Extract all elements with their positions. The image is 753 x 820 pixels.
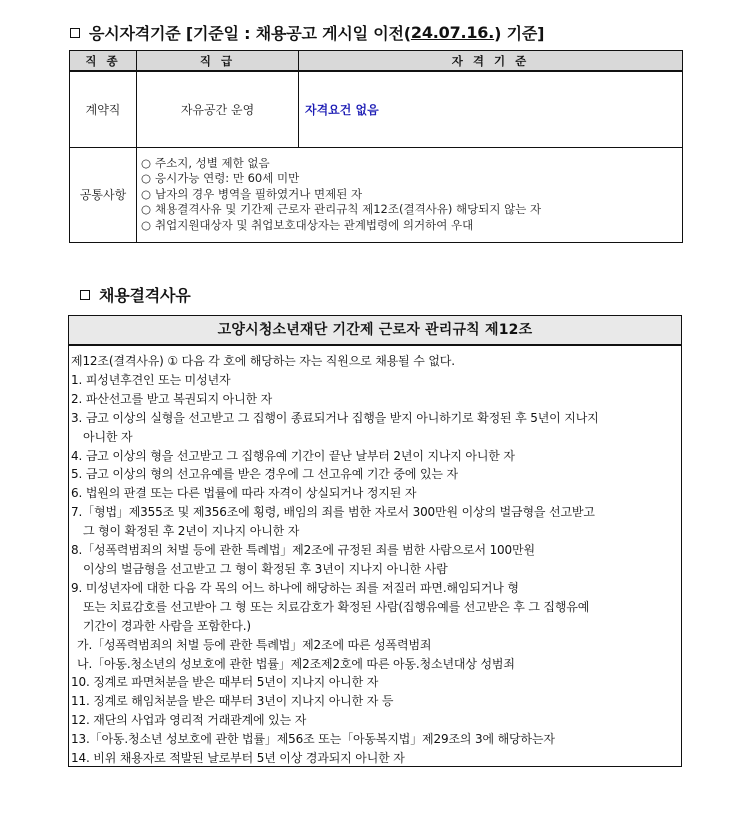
rule-line: 제12조(결격사유) ① 다음 각 호에 해당하는 자는 직원으로 채용될 수 없다.: [71, 354, 455, 368]
rule-line: 아니한 자: [83, 429, 133, 444]
circle-bullet-icon: ○: [141, 202, 152, 217]
list-item: ○ 채용결격사유 및 기간제 근로자 관리규칙 제12조(결격사유) 해당되지 않는 자: [141, 202, 542, 217]
rule-line: 가.「성폭력범죄의 처벌 등에 관한 특례법」제2조에 따른 성폭력범죄: [77, 637, 432, 652]
header-criteria: 자 격 기 준: [299, 51, 683, 72]
rule-line: 6. 법원의 판결 또는 다른 법률에 따라 자격이 상실되거나 정지된 자: [71, 486, 417, 501]
cell-job-grade: 자유공간 운영: [137, 71, 299, 147]
cell-job-type: 계약직: [70, 71, 137, 147]
rule-line: 11. 징계로 해임처분을 받은 때부터 3년이 지나지 아니한 자 등: [71, 694, 394, 709]
circle-bullet-icon: ○: [141, 171, 152, 186]
rule-line: 13.「아동.청소년 성보호에 관한 법률」제56조 또는「아동복지법」제29조의 3에 해당하는자: [71, 732, 555, 747]
condition-list: [137, 154, 682, 236]
rule-line: 또는 치료감호를 선고받아 그 형 또는 치료감호가 확정된 사람(집행유예를 선고받은 후 그 집행유예: [83, 599, 590, 614]
cell-common-conditions: [137, 147, 683, 242]
square-bullet-icon: [70, 28, 80, 38]
rule-line: 나.「아동.청소년의 성보호에 관한 법률」제2조제2호에 따른 아동.청소년대상 성범죄: [77, 656, 515, 671]
section-title-suffix: ) 기준]: [494, 24, 545, 43]
rule-line: 7.「형법」제355조 및 제356조에 횡령, 배임의 죄를 범한 자로서 300만원 이상의 벌금형을 선고받고: [71, 505, 595, 520]
rule-line: 9. 미성년자에 대한 다음 각 목의 어느 하나에 해당하는 죄를 저질러 파면.해임되거나 형: [71, 580, 519, 595]
table-header-row: [70, 51, 683, 72]
header-job-grade: 직 급: [137, 51, 299, 72]
circle-bullet-icon: ○: [141, 186, 152, 201]
cell-common-label: 공통사항: [70, 147, 137, 242]
rule-line: 기간이 경과한 사람을 포함한다.): [83, 618, 251, 633]
rule-line: 10. 징계로 파면처분을 받은 때부터 5년이 지나지 아니한 자: [71, 675, 379, 690]
section-title-date: 24.07.16.: [410, 23, 495, 42]
rule-line: 이상의 벌금형을 선고받고 그 형이 확정된 후 3년이 지나지 아니한 사람: [83, 561, 448, 576]
qualification-table: [69, 50, 683, 243]
rule-line: 14. 비위 채용자로 적발된 날로부터 5년 이상 경과되지 아니한 자: [71, 751, 405, 766]
rule-line: 5. 금고 이상의 형의 선고유예를 받은 경우에 그 선고유예 기간 중에 있는 자: [71, 467, 458, 482]
rule-line: 3. 금고 이상의 실형을 선고받고 그 집행이 종료되거나 집행을 받지 아니하기로 확정된 후 5년이 지나지: [71, 410, 599, 425]
list-item: ○ 취업지원대상자 및 취업보호대상자는 관계법령에 의거하여 우대: [141, 217, 474, 232]
cell-criteria: 자격요건 없음: [299, 71, 683, 147]
rule-line: 12. 재단의 사업과 영리적 거래관계에 있는 자: [71, 713, 307, 728]
rule-line: 4. 금고 이상의 형을 선고받고 그 집행유예 기간이 끝난 날부터 2년이 지나지 아니한 자: [71, 448, 515, 463]
list-item: ○ 주소지, 성별 제한 없음: [141, 155, 270, 170]
header-job-type: 직 종: [70, 51, 137, 72]
circle-bullet-icon: ○: [141, 217, 152, 232]
rules-heading: 고양시청소년재단 기간제 근로자 관리규칙 제12조: [69, 316, 681, 346]
rule-line: 1. 피성년후견인 또는 미성년자: [71, 372, 231, 387]
rule-line: 2. 파산선고를 받고 복권되지 아니한 자: [71, 391, 273, 406]
circle-bullet-icon: ○: [141, 155, 152, 170]
list-item: ○ 응시가능 연령: 만 60세 미만: [141, 171, 300, 186]
table-row: [70, 147, 683, 242]
rules-body: [69, 346, 681, 768]
section-title-text: 채용결격사유: [99, 286, 191, 305]
section-title-disqualification: [80, 283, 191, 306]
section-title-eligibility: [70, 21, 544, 44]
rule-line: 8.「성폭력범죄의 처벌 등에 관한 특례법」제2조에 규정된 죄를 범한 사람으로서 100만원: [71, 543, 535, 558]
table-row: [70, 71, 683, 147]
rules-box: [68, 315, 682, 767]
section-title-prefix: 응시자격기준 [기준일 : 채용공고 게시일 이전(: [89, 24, 411, 43]
rule-line: 그 형이 확정된 후 2년이 지나지 아니한 자: [83, 524, 300, 539]
list-item: ○ 남자의 경우 병역을 필하였거나 면제된 자: [141, 186, 363, 201]
square-bullet-icon: [80, 290, 90, 300]
